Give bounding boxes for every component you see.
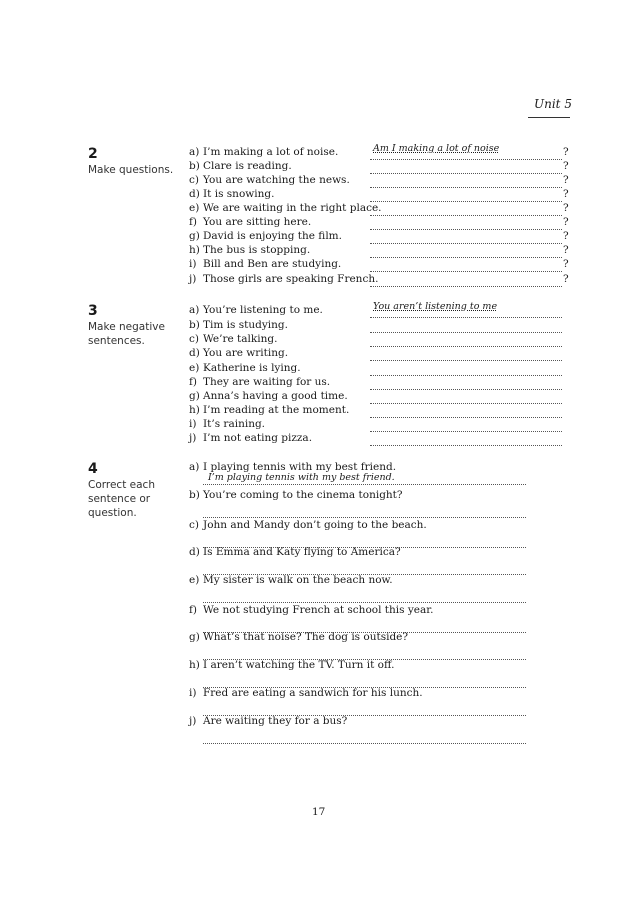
item-letter: c) [189, 174, 199, 186]
item-prompt: You are sitting here. [203, 216, 312, 228]
exercise-3-item [189, 389, 569, 403]
item-prompt: We not studying French at school this year. [203, 604, 434, 616]
answer-field[interactable] [370, 303, 562, 318]
answer-field[interactable] [370, 187, 562, 202]
exercise-3-item [189, 361, 569, 375]
answer-field[interactable] [203, 592, 526, 603]
exercise-2-item [189, 272, 569, 286]
answer-field[interactable] [370, 375, 562, 390]
exercise-2-item [189, 201, 569, 215]
item-letter: f) [189, 216, 197, 228]
answer-field[interactable] [370, 201, 562, 216]
item-prompt: I’m reading at the moment. [203, 404, 350, 416]
item-letter: g) [189, 230, 200, 242]
item-prompt: Tim is studying. [203, 319, 288, 331]
section-2-number: 2 [88, 146, 98, 162]
answer-field[interactable] [370, 257, 562, 272]
answer-field[interactable] [370, 332, 562, 347]
item-prompt: Bill and Ben are studying. [203, 258, 342, 270]
question-mark: ? [563, 216, 569, 228]
exercise-2-item [189, 145, 569, 159]
item-letter: a) [189, 461, 200, 473]
item-letter: f) [189, 604, 197, 616]
exercise-2-item [189, 215, 569, 229]
exercise-3-item [189, 303, 569, 317]
item-letter: b) [189, 160, 200, 172]
question-mark: ? [563, 146, 569, 158]
item-prompt: Anna’s having a good time. [203, 390, 348, 402]
item-prompt: I’m making a lot of noise. [203, 146, 339, 158]
question-mark: ? [563, 258, 569, 270]
section-4-number: 4 [88, 461, 98, 477]
answer-field[interactable] [203, 733, 526, 744]
exercise-3-item [189, 403, 569, 417]
item-letter: i) [189, 687, 197, 699]
answer-field[interactable] [370, 229, 562, 244]
item-prompt: I aren’t watching the TV. Turn it off. [203, 659, 395, 671]
section-3-number: 3 [88, 303, 98, 319]
answer-field[interactable] [370, 431, 562, 446]
handwritten-answer: Am I making a lot of noise [373, 143, 500, 154]
question-mark: ? [563, 273, 569, 285]
item-prompt: David is enjoying the film. [203, 230, 342, 242]
header-rule [528, 117, 570, 118]
item-letter: e) [189, 362, 200, 374]
answer-field[interactable] [370, 215, 562, 230]
item-letter: f) [189, 376, 197, 388]
item-prompt: They are waiting for us. [203, 376, 331, 388]
answer-field[interactable] [370, 346, 562, 361]
answer-field[interactable] [370, 361, 562, 376]
exercise-2-item [189, 243, 569, 257]
item-letter: d) [189, 347, 200, 359]
item-letter: a) [189, 146, 200, 158]
exercise-2-item [189, 257, 569, 271]
exercise-3-item [189, 417, 569, 431]
item-prompt: You’re listening to me. [203, 304, 323, 316]
item-letter: g) [189, 390, 200, 402]
answer-field[interactable] [370, 318, 562, 333]
item-prompt: Is Emma and Katy flying to America? [203, 546, 401, 558]
exercise-2-item [189, 229, 569, 243]
item-prompt: John and Mandy don’t going to the beach. [203, 519, 427, 531]
item-letter: b) [189, 319, 200, 331]
exercise-3-item [189, 332, 569, 346]
exercise-2-item [189, 187, 569, 201]
item-prompt: What’s that noise? The dog is outside? [203, 631, 409, 643]
answer-field[interactable] [370, 389, 562, 404]
item-letter: i) [189, 418, 197, 430]
question-mark: ? [563, 230, 569, 242]
answer-field[interactable] [203, 507, 526, 518]
item-prompt: The bus is stopping. [203, 244, 311, 256]
item-prompt: It is snowing. [203, 188, 275, 200]
item-prompt: You are watching the news. [203, 174, 350, 186]
item-prompt: I playing tennis with my best friend. [203, 461, 397, 473]
item-letter: e) [189, 574, 200, 586]
handwritten-answer: You aren’t listening to me [373, 301, 498, 312]
item-prompt: You are writing. [203, 347, 289, 359]
answer-field[interactable] [370, 417, 562, 432]
question-mark: ? [563, 174, 569, 186]
exercise-2-item [189, 159, 569, 173]
item-letter: a) [189, 304, 200, 316]
answer-field[interactable] [370, 159, 562, 174]
section-3-instruction: Make negative sentences. [88, 321, 165, 347]
item-letter: c) [189, 333, 199, 345]
item-prompt: I’m not eating pizza. [203, 432, 313, 444]
exercise-3-item [189, 431, 569, 445]
item-letter: j) [189, 432, 197, 444]
item-letter: d) [189, 546, 200, 558]
exercise-3-item [189, 375, 569, 389]
item-letter: d) [189, 188, 200, 200]
item-prompt: Are waiting they for a bus? [203, 715, 348, 727]
answer-field[interactable] [370, 243, 562, 258]
item-letter: h) [189, 659, 200, 671]
item-letter: j) [189, 715, 197, 727]
answer-field[interactable] [370, 403, 562, 418]
exercise-2-item [189, 173, 569, 187]
question-mark: ? [563, 244, 569, 256]
item-prompt: My sister is walk on the beach now. [203, 574, 393, 586]
question-mark: ? [563, 160, 569, 172]
question-mark: ? [563, 202, 569, 214]
answer-field[interactable] [370, 145, 562, 160]
answer-field[interactable] [370, 173, 562, 188]
section-4-instruction: Correct each sentence or question. [88, 479, 155, 519]
item-letter: h) [189, 244, 200, 256]
item-prompt: We’re talking. [203, 333, 278, 345]
answer-field[interactable] [203, 474, 526, 485]
item-prompt: We are waiting in the right place. [203, 202, 382, 214]
item-prompt: You’re coming to the cinema tonight? [203, 489, 403, 501]
handwritten-answer: I’m playing tennis with my best friend. [208, 472, 395, 483]
item-prompt: Those girls are speaking French. [203, 273, 379, 285]
item-prompt: Clare is reading. [203, 160, 292, 172]
item-letter: b) [189, 489, 200, 501]
item-letter: g) [189, 631, 200, 643]
item-letter: i) [189, 258, 197, 270]
item-letter: h) [189, 404, 200, 416]
answer-field[interactable] [370, 272, 562, 287]
item-prompt: Katherine is lying. [203, 362, 301, 374]
item-letter: c) [189, 519, 199, 531]
item-letter: e) [189, 202, 200, 214]
exercise-3-item [189, 346, 569, 360]
exercise-3-item [189, 318, 569, 332]
item-prompt: It’s raining. [203, 418, 266, 430]
section-2-instruction: Make questions. [88, 164, 174, 176]
item-prompt: Fred are eating a sandwich for his lunch. [203, 687, 423, 699]
page-number: 17 [312, 806, 326, 818]
item-letter: j) [189, 273, 197, 285]
unit-header: Unit 5 [534, 97, 572, 111]
question-mark: ? [563, 188, 569, 200]
